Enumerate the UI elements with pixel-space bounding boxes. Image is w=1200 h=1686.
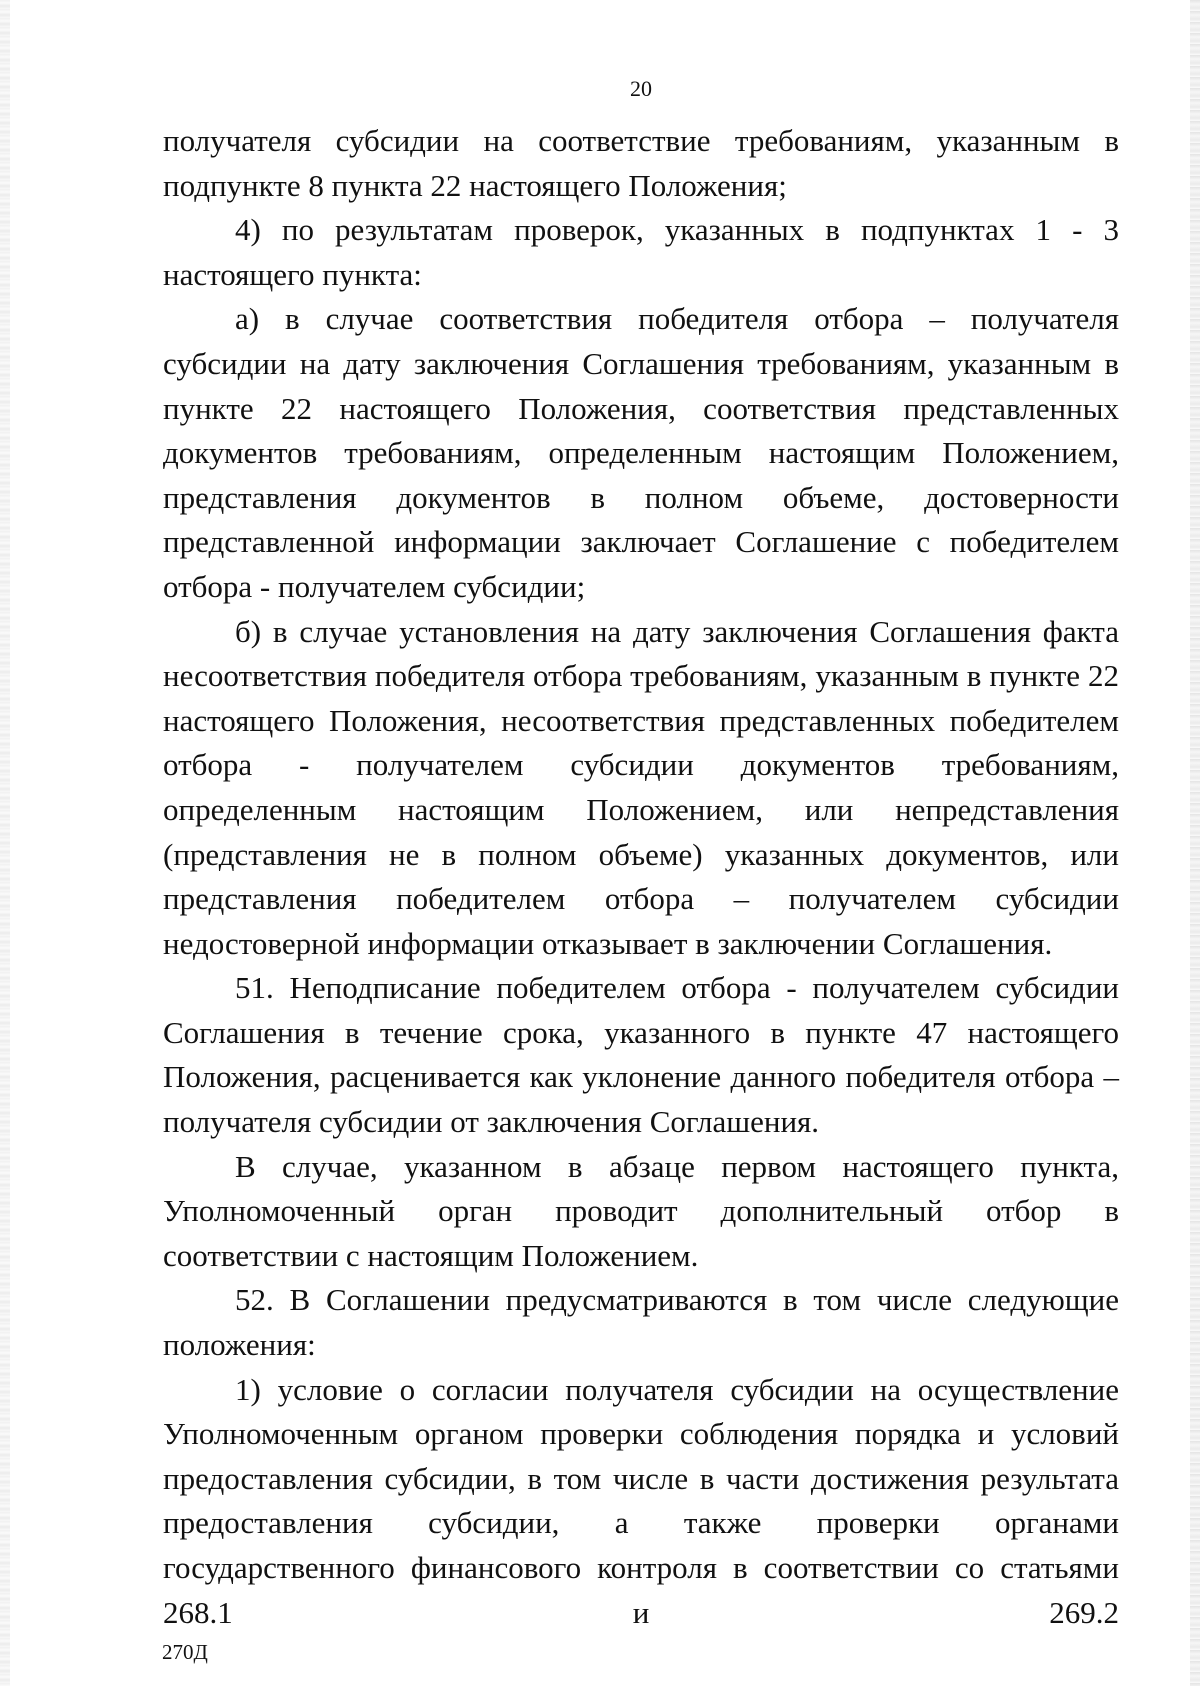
paragraph-subitem-a: а) в случае соответствия победителя отбора – получателя субсидии на дату заключения Соглашения требованиям, указанным в пункте 22 настоящего Положения, соответствия представленных документов требованиям, определенным настоящим Положением, представления документов в полном объеме, достоверности представленной информации заключает Соглашение с победителем отбора - получателем субсидии; — [163, 301, 1119, 604]
footer-document-code: 270Д — [162, 1640, 208, 1664]
scan-edge-right — [1190, 0, 1200, 1686]
page-number: 20 — [630, 76, 652, 101]
paragraph-clause-51-second: В случае, указанном в абзаце первом настоящего пункта, Уполномоченный орган проводит дополнительный отбор в соответствии с настоящим Положением. — [163, 1148, 1119, 1273]
scan-edge-left — [0, 0, 10, 1686]
paragraph-clause-51: 51. Неподписание победителем отбора - получателем субсидии Соглашения в течение срока, указанного в пункте 47 настоящего Положения, расценивается как уклонение данного победителя отбора – получателя субсидии от заключения Соглашения. — [163, 970, 1119, 1140]
paragraph-clause-52-item-1: 1) условие о согласии получателя субсидии на осуществление Уполномоченным органом проверки соблюдения порядка и условий предоставления субсидии, в том числе в части достижения результата предоставления субсидии, а также проверки органами государственного финансового контроля в соответствии со статьями 268.1 и 269.2 — [163, 1371, 1119, 1630]
paragraph-item-4: 4) по результатам проверок, указанных в подпунктах 1 - 3 настоящего пункта: — [163, 212, 1119, 292]
paragraph-subitem-b: б) в случае установления на дату заключения Соглашения факта несоответствия победителя отбора требованиям, указанным в пункте 22 настоящего Положения, несоответствия представленных победителем отбора - получателем субсидии документов требованиям, определенным настоящим Положением, или непредставления (представления не в полном объеме) указанных документов, или представления победителем отбора – получателем субсидии недостоверной информации отказывает в заключении Соглашения. — [163, 613, 1119, 961]
paragraph-clause-52: 52. В Соглашении предусматриваются в том числе следующие положения: — [163, 1282, 1119, 1363]
document-body — [163, 119, 1119, 1635]
paragraph-continuation: получателя субсидии на соответствие требованиям, указанным в подпункте 8 пункта 22 настоящего Положения; — [163, 123, 1119, 203]
